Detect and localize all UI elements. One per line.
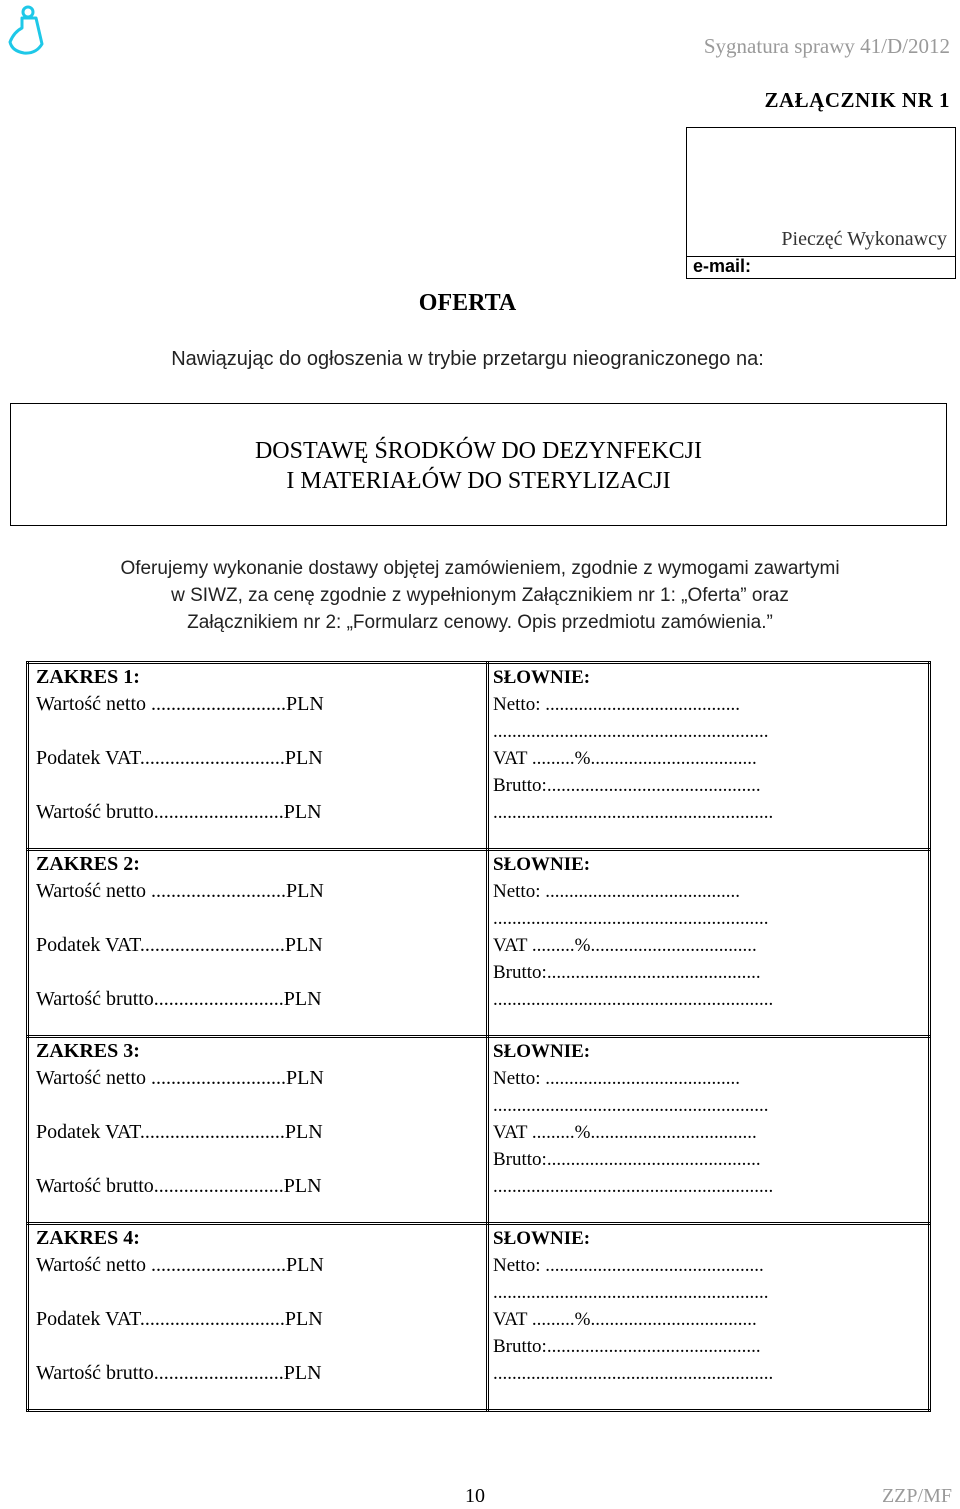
page-title: OFERTA	[418, 290, 517, 316]
paragraph-line-2: w SIWZ, za cenę zgodnie z wypełnionym Załącznikiem nr 1: „Oferta” oraz	[171, 585, 789, 606]
zakres-words	[488, 1224, 930, 1411]
value-vat: Podatek VAT.............................PLN	[36, 1121, 323, 1143]
words-brutto: Brutto:.............................................	[493, 1336, 761, 1357]
zakres-words	[488, 663, 930, 850]
words-dots: ...........................................................	[493, 1363, 774, 1384]
value-brutto: Wartość brutto..........................PLN	[36, 801, 322, 823]
zakres-row	[28, 663, 930, 850]
zakres-values	[28, 1224, 488, 1411]
value-netto: Wartość netto ...........................PLN	[36, 880, 324, 902]
value-brutto: Wartość brutto..........................PLN	[36, 988, 322, 1010]
value-vat: Podatek VAT.............................PLN	[36, 1308, 323, 1330]
paragraph-line-3: Załącznikiem nr 2: „Formularz cenowy. Opis przedmiotu zamówienia.”	[187, 612, 773, 633]
zakres-title: ZAKRES 2:	[36, 853, 140, 875]
words-netto: Netto: .........................................	[493, 881, 740, 902]
slownie-label: SŁOWNIE:	[493, 1041, 591, 1062]
words-dots: ...........................................................	[493, 1176, 774, 1197]
stamp-box	[686, 127, 956, 279]
words-brutto: Brutto:.............................................	[493, 1149, 761, 1170]
words-dots: ..........................................................	[493, 1282, 769, 1303]
email-label: e-mail:	[693, 256, 752, 276]
words-netto: Netto: .........................................	[493, 694, 740, 715]
value-netto: Wartość netto ...........................PLN	[36, 1254, 324, 1276]
figure-logo-icon	[6, 4, 46, 56]
offer-paragraph	[20, 555, 940, 636]
zakres-words	[488, 1037, 930, 1224]
words-vat: VAT .........%...................................	[493, 935, 757, 956]
words-vat: VAT .........%...................................	[493, 1122, 757, 1143]
zakres-row	[28, 850, 930, 1037]
subject-box	[10, 403, 947, 526]
words-netto: Netto: .........................................	[493, 1068, 740, 1089]
words-vat: VAT .........%...................................	[493, 1309, 757, 1330]
slownie-label: SŁOWNIE:	[493, 854, 591, 875]
value-vat: Podatek VAT.............................PLN	[36, 747, 323, 769]
zakres-values	[28, 1037, 488, 1224]
words-dots: ..........................................................	[493, 1095, 769, 1116]
zakres-words	[488, 850, 930, 1037]
words-brutto: Brutto:.............................................	[493, 775, 761, 796]
words-brutto: Brutto:.............................................	[493, 962, 761, 983]
value-netto: Wartość netto ...........................PLN	[36, 693, 324, 715]
words-vat: VAT .........%...................................	[493, 748, 757, 769]
footer-code: ZZP/MF	[881, 1485, 952, 1507]
stamp-label: Pieczęć Wykonawcy	[781, 228, 947, 250]
words-dots: ...........................................................	[493, 989, 774, 1010]
slownie-label: SŁOWNIE:	[493, 1228, 591, 1249]
words-netto: Netto: ..............................................	[493, 1255, 764, 1276]
intro-text: Nawiązując do ogłoszenia w trybie przetargu nieograniczonego na:	[171, 348, 764, 370]
case-signature: Sygnatura sprawy 41/D/2012	[703, 34, 950, 58]
words-dots: ..........................................................	[493, 908, 769, 929]
value-netto: Wartość netto ...........................PLN	[36, 1067, 324, 1089]
zakres-row	[28, 1037, 930, 1224]
zakres-values	[28, 850, 488, 1037]
paragraph-line-1: Oferujemy wykonanie dostawy objętej zamówieniem, zgodnie z wymogami zawartymi	[120, 558, 840, 579]
zakres-table	[26, 661, 931, 1412]
value-brutto: Wartość brutto..........................PLN	[36, 1362, 322, 1384]
zakres-values	[28, 663, 488, 850]
attachment-number: ZAŁĄCZNIK NR 1	[764, 88, 950, 112]
page-number: 10	[465, 1485, 485, 1507]
value-brutto: Wartość brutto..........................PLN	[36, 1175, 322, 1197]
zakres-title: ZAKRES 3:	[36, 1040, 140, 1062]
slownie-label: SŁOWNIE:	[493, 667, 591, 688]
subject-line-1: DOSTAWĘ ŚRODKÓW DO DEZYNFEKCJI	[254, 438, 703, 464]
value-vat: Podatek VAT.............................PLN	[36, 934, 323, 956]
words-dots: ..........................................................	[493, 721, 769, 742]
zakres-title: ZAKRES 1:	[36, 666, 140, 688]
words-dots: ...........................................................	[493, 802, 774, 823]
zakres-title: ZAKRES 4:	[36, 1227, 140, 1249]
zakres-row	[28, 1224, 930, 1411]
subject-line-2: I MATERIAŁÓW DO STERYLIZACJI	[286, 468, 671, 494]
